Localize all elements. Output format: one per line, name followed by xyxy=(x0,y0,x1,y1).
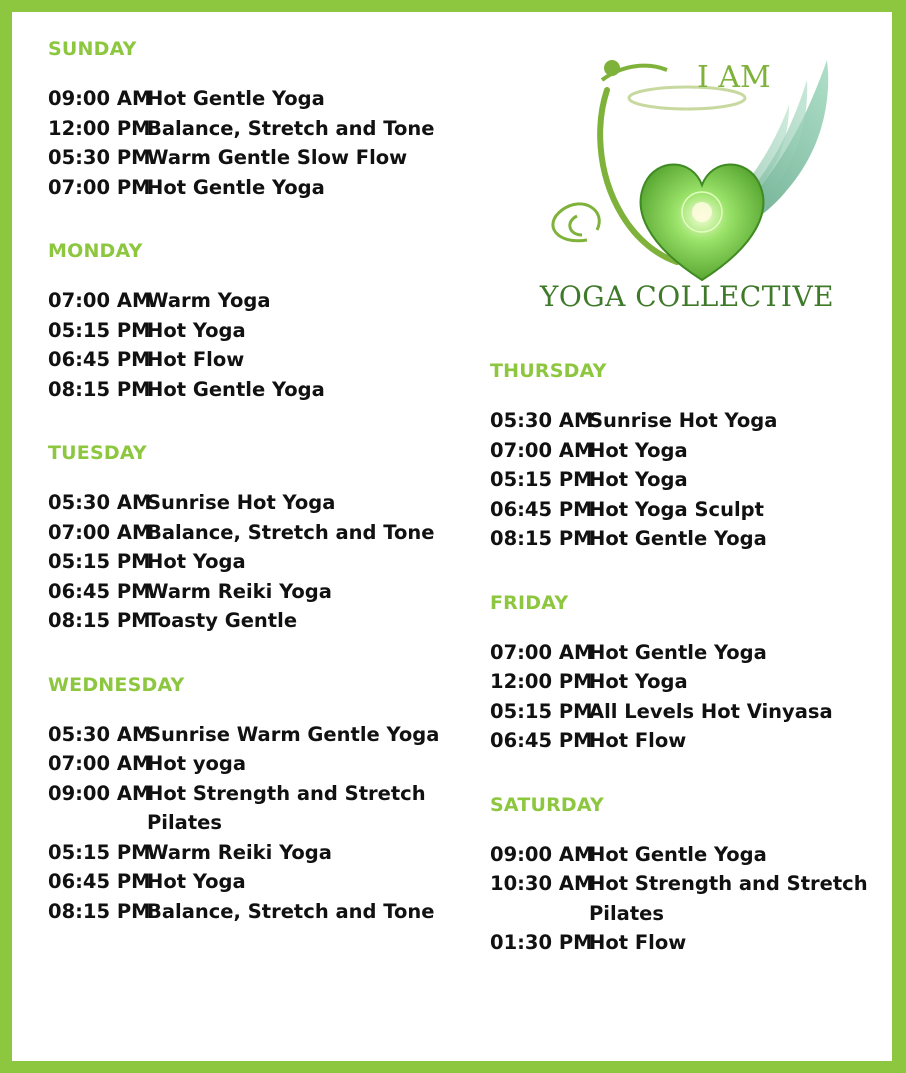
class-time: 08:15 PM xyxy=(48,899,151,923)
class-row xyxy=(48,114,468,144)
class-name: Hot yoga xyxy=(147,752,247,775)
schedule-column-left xyxy=(48,38,468,926)
class-name: Hot Yoga xyxy=(589,670,688,693)
class-name: Warm Reiki Yoga xyxy=(147,579,332,603)
class-row xyxy=(48,749,468,779)
day-title: WEDNESDAY xyxy=(48,673,185,696)
class-name: Warm Reiki Yoga xyxy=(147,840,332,864)
class-time: 06:45 PM xyxy=(48,579,151,603)
class-row xyxy=(48,173,468,203)
class-name: Warm Yoga xyxy=(147,289,271,312)
class-name: Balance, Stretch and Tone xyxy=(147,116,435,140)
class-name: Sunrise Hot Yoga xyxy=(147,491,336,514)
day-section-sunday xyxy=(48,38,468,202)
class-time: 07:00 PM xyxy=(48,175,151,199)
class-name: Hot Yoga xyxy=(147,870,246,893)
class-row xyxy=(48,143,468,173)
day-title: TUESDAY xyxy=(48,442,147,464)
class-time: 09:00 AM xyxy=(490,842,594,866)
class-row xyxy=(490,726,890,756)
class-row xyxy=(490,928,890,958)
class-row xyxy=(48,84,468,114)
class-time: 09:00 AM xyxy=(48,87,152,110)
day-section-wednesday xyxy=(48,674,468,927)
class-time: 07:00 AM xyxy=(48,289,152,312)
class-time: 05:30 AM xyxy=(48,722,152,746)
class-row xyxy=(48,838,468,868)
class-time: 05:30 AM xyxy=(48,491,152,514)
class-row xyxy=(490,697,890,727)
class-name: Warm Gentle Slow Flow xyxy=(147,146,408,169)
day-section-thursday xyxy=(490,360,890,554)
day-section-monday xyxy=(48,240,468,404)
day-title: MONDAY xyxy=(48,240,143,262)
class-row xyxy=(490,667,890,697)
class-time: 05:15 PM xyxy=(490,699,593,723)
schedule-column-right xyxy=(490,360,890,958)
yoga-collective-logo xyxy=(527,40,847,330)
day-title: THURSDAY xyxy=(490,360,607,382)
class-row xyxy=(48,897,468,927)
class-row xyxy=(48,720,468,750)
class-name: Hot Yoga xyxy=(589,438,688,462)
class-time: 07:00 AM xyxy=(48,520,152,544)
schedule-frame xyxy=(12,12,892,1061)
day-section-tuesday xyxy=(48,442,468,636)
class-row xyxy=(48,316,468,346)
class-time: 05:15 PM xyxy=(48,550,151,573)
class-name: Hot Strength and Stretch Pilates xyxy=(589,872,868,925)
class-name: Balance, Stretch and Tone xyxy=(147,520,435,544)
class-name: Hot Yoga xyxy=(147,318,246,342)
class-row xyxy=(48,547,468,577)
class-name: Hot Flow xyxy=(147,348,245,371)
class-time: 08:15 PM xyxy=(48,609,151,632)
class-row xyxy=(490,495,890,525)
class-time: 12:00 PM xyxy=(490,670,593,693)
class-name: Sunrise Hot Yoga xyxy=(589,409,778,432)
class-time: 12:00 PM xyxy=(48,116,151,140)
class-time: 09:00 AM xyxy=(48,781,152,805)
day-title: FRIDAY xyxy=(490,591,569,614)
class-row xyxy=(490,406,890,436)
class-time: 07:00 AM xyxy=(490,438,594,462)
class-name: Hot Flow xyxy=(589,931,687,954)
logo-bottom-text: YOGA COLLECTIVE xyxy=(539,280,835,313)
class-row xyxy=(490,840,890,870)
winged-heart-icon xyxy=(527,40,847,290)
class-row xyxy=(48,867,468,897)
day-section-friday xyxy=(490,592,890,756)
class-name: Hot Flow xyxy=(589,729,687,752)
class-time: 05:30 PM xyxy=(48,146,151,169)
class-row xyxy=(490,436,890,466)
class-row xyxy=(48,345,468,375)
class-name: All Levels Hot Vinyasa xyxy=(589,699,833,723)
class-row xyxy=(48,488,468,518)
class-name: Toasty Gentle xyxy=(147,609,298,632)
class-row xyxy=(48,375,468,405)
class-time: 06:45 PM xyxy=(48,348,151,371)
day-section-saturday xyxy=(490,794,890,958)
class-name: Hot Gentle Yoga xyxy=(147,377,325,401)
class-row xyxy=(48,518,468,548)
class-row xyxy=(490,869,890,928)
class-time: 07:00 AM xyxy=(48,752,152,775)
class-name: Hot Yoga xyxy=(589,468,688,491)
class-row xyxy=(490,638,890,668)
class-row xyxy=(490,465,890,495)
class-row xyxy=(48,779,468,838)
class-name: Hot Yoga xyxy=(147,550,246,573)
class-row xyxy=(48,286,468,316)
class-time: 06:45 PM xyxy=(48,870,151,893)
class-time: 10:30 AM xyxy=(490,872,594,895)
class-time: 08:15 PM xyxy=(490,527,593,550)
class-name: Hot Yoga Sculpt xyxy=(589,497,764,521)
day-title: SUNDAY xyxy=(48,38,137,60)
class-name: Hot Strength and Stretch Pilates xyxy=(147,781,426,834)
class-name: Hot Gentle Yoga xyxy=(147,87,325,110)
class-time: 05:15 PM xyxy=(48,318,151,342)
class-name: Balance, Stretch and Tone xyxy=(147,899,435,923)
class-name: Hot Gentle Yoga xyxy=(589,640,767,664)
class-name: Hot Gentle Yoga xyxy=(589,527,767,550)
class-time: 05:15 PM xyxy=(490,468,593,491)
class-name: Hot Gentle Yoga xyxy=(147,175,325,199)
class-time: 08:15 PM xyxy=(48,377,151,401)
class-time: 07:00 AM xyxy=(490,640,594,664)
class-row xyxy=(48,606,468,636)
class-time: 01:30 PM xyxy=(490,931,593,954)
class-row xyxy=(48,577,468,607)
class-name: Hot Gentle Yoga xyxy=(589,842,767,866)
class-name: Sunrise Warm Gentle Yoga xyxy=(147,722,440,746)
logo-top-text: I AM xyxy=(697,60,771,95)
class-time: 06:45 PM xyxy=(490,497,593,521)
day-title: SATURDAY xyxy=(490,793,604,816)
class-row xyxy=(490,524,890,554)
class-time: 05:15 PM xyxy=(48,840,151,864)
class-time: 06:45 PM xyxy=(490,729,593,752)
class-time: 05:30 AM xyxy=(490,409,594,432)
